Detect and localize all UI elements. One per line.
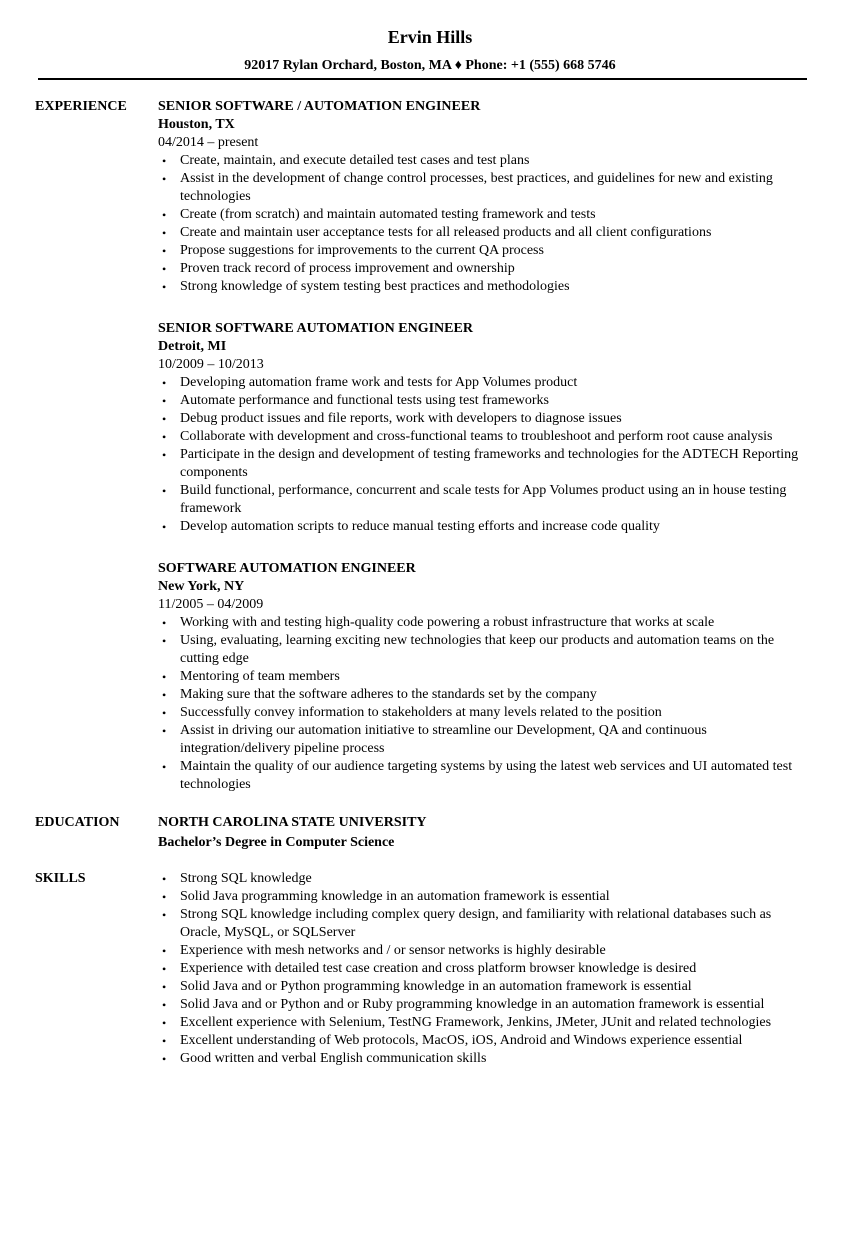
bullet-item [158, 428, 810, 446]
bullet-text: Debug product issues and file reports, work with developers to diagnose issues [180, 411, 622, 426]
bullet-icon: • [162, 430, 167, 444]
bullet-item [158, 482, 810, 518]
bullet-icon: • [162, 980, 167, 994]
bullet-text: Create (from scratch) and maintain automated testing framework and tests [180, 207, 596, 222]
bullet-icon: • [162, 394, 167, 408]
bullet-text: Using, evaluating, learning exciting new technologies that keep our products and automation teams on the cutting edge [180, 633, 775, 666]
bullet-text: Good written and verbal English communication skills [180, 1051, 487, 1066]
bullet-icon: • [162, 412, 167, 426]
job-entry [158, 560, 810, 794]
bullet-text: Create and maintain user acceptance tests for all released products and all client configurations [180, 225, 712, 240]
bullet-text: Build functional, performance, concurrent and scale tests for App Volumes product using an in house testing framework [180, 483, 787, 516]
experience-section [35, 98, 810, 794]
bullet-text: Excellent experience with Selenium, TestNG Framework, Jenkins, JMeter, JUnit and related technologies [180, 1015, 772, 1030]
bullet-text: Create, maintain, and execute detailed test cases and test plans [180, 153, 530, 168]
bullet-icon: • [162, 376, 167, 390]
bullet-icon: • [162, 484, 167, 498]
bullet-text: Making sure that the software adheres to the standards set by the company [180, 687, 597, 702]
bullet-icon: • [162, 1052, 167, 1066]
job-title: SENIOR SOFTWARE / AUTOMATION ENGINEER [158, 99, 481, 114]
bullet-icon: • [162, 1016, 167, 1030]
bullet-text: Assist in the development of change control processes, best practices, and guidelines for new and existing technologies [180, 171, 773, 204]
job-bullets [158, 374, 810, 536]
bullet-text: Strong SQL knowledge including complex query design, and familiarity with relational databases such as Oracle, MySQL, or SQLServer [180, 907, 772, 940]
bullet-item [158, 374, 810, 392]
education-degree: Bachelor’s Degree in Computer Science [158, 835, 395, 850]
bullet-item [158, 978, 810, 996]
job-entry [158, 98, 810, 296]
bullet-text: Solid Java programming knowledge in an automation framework is essential [180, 889, 610, 904]
bullet-item [158, 888, 810, 906]
bullet-icon: • [162, 944, 167, 958]
bullet-icon: • [162, 634, 167, 648]
bullet-icon: • [162, 724, 167, 738]
bullet-text: Propose suggestions for improvements to the current QA process [180, 243, 544, 258]
bullet-text: Successfully convey information to stakeholders at many levels related to the position [180, 705, 662, 720]
bullet-icon: • [162, 154, 167, 168]
bullet-text: Mentoring of team members [180, 669, 340, 684]
education-section [35, 814, 810, 852]
bullet-item [158, 996, 810, 1014]
bullet-item [158, 392, 810, 410]
job-title: SENIOR SOFTWARE AUTOMATION ENGINEER [158, 321, 473, 336]
bullet-icon: • [162, 448, 167, 462]
bullet-item [158, 206, 810, 224]
bullet-text: Experience with mesh networks and / or sensor networks is highly desirable [180, 943, 606, 958]
job-title: SOFTWARE AUTOMATION ENGINEER [158, 561, 416, 576]
bullet-item [158, 960, 810, 978]
bullet-icon: • [162, 208, 167, 222]
bullet-text: Solid Java and or Python programming knowledge in an automation framework is essential [180, 979, 692, 994]
bullet-icon: • [162, 670, 167, 684]
bullet-icon: • [162, 244, 167, 258]
section-label-skills: SKILLS [35, 871, 86, 886]
bullet-item [158, 1014, 810, 1032]
job-location: Houston, TX [158, 117, 235, 132]
bullet-text: Experience with detailed test case creation and cross platform browser knowledge is desired [180, 961, 697, 976]
contact-line: 92017 Rylan Orchard, Boston, MA ♦ Phone: +1 (555) 668 5746 [244, 58, 616, 73]
bullet-item [158, 632, 810, 668]
bullet-item [158, 260, 810, 278]
job-bullets [158, 614, 810, 794]
bullet-text: Excellent understanding of Web protocols, MacOS, iOS, Android and Windows experience essential [180, 1033, 743, 1048]
bullet-item [158, 870, 810, 888]
job-dates: 10/2009 – 10/2013 [158, 357, 264, 372]
bullet-item [158, 410, 810, 428]
bullet-text: Assist in driving our automation initiative to streamline our Development, QA and continuous integration/delivery pipeline process [180, 723, 707, 756]
bullet-text: Solid Java and or Python and or Ruby programming knowledge in an automation framework is essential [180, 997, 765, 1012]
bullet-text: Maintain the quality of our audience targeting systems by using the latest web services and UI automated test technologies [180, 759, 793, 792]
bullet-item [158, 152, 810, 170]
bullet-icon: • [162, 520, 167, 534]
experience-body [158, 98, 810, 794]
bullet-icon: • [162, 760, 167, 774]
skills-section [35, 870, 810, 1068]
job-dates: 11/2005 – 04/2009 [158, 597, 264, 612]
job-location: Detroit, MI [158, 339, 227, 354]
candidate-name: Ervin Hills [387, 27, 473, 47]
bullet-item [158, 242, 810, 260]
bullet-icon: • [162, 890, 167, 904]
bullet-item [158, 224, 810, 242]
skills-body [158, 870, 810, 1068]
bullet-item [158, 170, 810, 206]
education-body [158, 814, 810, 852]
bullet-icon: • [162, 280, 167, 294]
education-school: NORTH CAROLINA STATE UNIVERSITY [158, 815, 427, 830]
job-entry [158, 320, 810, 536]
bullet-text: Develop automation scripts to reduce manual testing efforts and increase code quality [180, 519, 660, 534]
bullet-text: Strong SQL knowledge [180, 871, 312, 886]
bullet-item [158, 686, 810, 704]
bullet-icon: • [162, 962, 167, 976]
bullet-item [158, 758, 810, 794]
section-label-experience: EXPERIENCE [35, 99, 127, 114]
bullet-icon: • [162, 616, 167, 630]
bullet-item [158, 446, 810, 482]
bullet-icon: • [162, 872, 167, 886]
bullet-icon: • [162, 262, 167, 276]
bullet-text: Proven track record of process improvement and ownership [180, 261, 515, 276]
bullet-text: Working with and testing high-quality code powering a robust infrastructure that works at scale [180, 615, 715, 630]
bullet-icon: • [162, 688, 167, 702]
job-bullets [158, 152, 810, 296]
bullet-item [158, 906, 810, 942]
bullet-item [158, 704, 810, 722]
job-dates: 04/2014 – present [158, 135, 259, 150]
bullet-item [158, 278, 810, 296]
bullet-item [158, 722, 810, 758]
bullet-item [158, 518, 810, 536]
bullet-icon: • [162, 706, 167, 720]
bullet-item [158, 1050, 810, 1068]
skills-bullets [158, 870, 810, 1068]
bullet-text: Collaborate with development and cross-functional teams to troubleshoot and perform root cause analysis [180, 429, 773, 444]
bullet-icon: • [162, 226, 167, 240]
bullet-icon: • [162, 908, 167, 922]
header-divider [38, 78, 807, 80]
job-location: New York, NY [158, 579, 245, 594]
bullet-item [158, 668, 810, 686]
bullet-text: Strong knowledge of system testing best practices and methodologies [180, 279, 570, 294]
bullet-text: Automate performance and functional tests using test frameworks [180, 393, 549, 408]
bullet-icon: • [162, 998, 167, 1012]
section-label-education: EDUCATION [35, 815, 120, 830]
bullet-item [158, 614, 810, 632]
bullet-item [158, 942, 810, 960]
bullet-text: Developing automation frame work and tests for App Volumes product [180, 375, 578, 390]
bullet-icon: • [162, 172, 167, 186]
bullet-icon: • [162, 1034, 167, 1048]
bullet-text: Participate in the design and development of testing frameworks and technologies for the ADTECH Reporting components [180, 447, 799, 480]
bullet-item [158, 1032, 810, 1050]
